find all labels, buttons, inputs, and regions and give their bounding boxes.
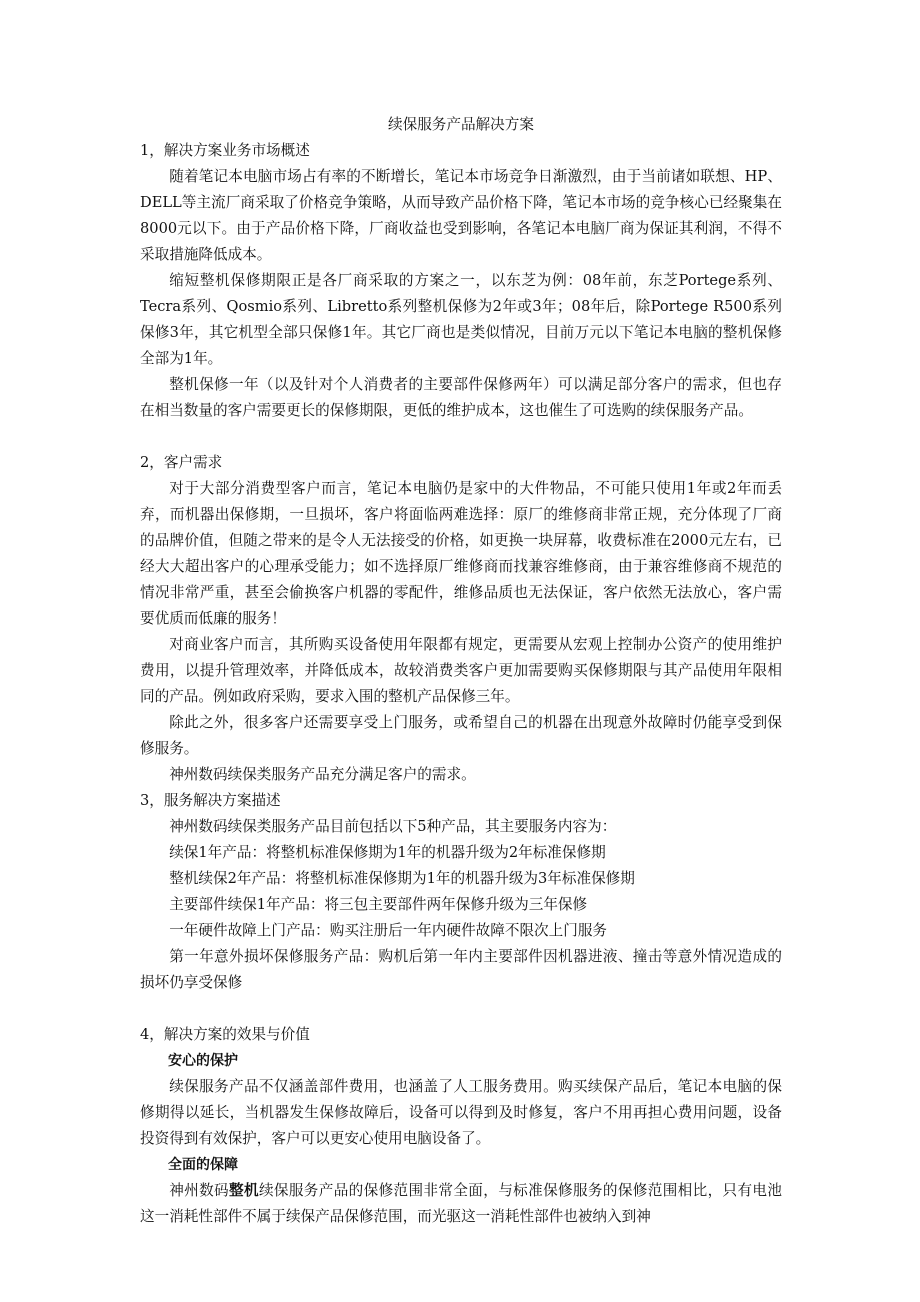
text-run: 续保服务产品的保修范围非常全面，与标准保修服务的保修范围相比，只有电池这一消耗性部件不属于续保产品保修范围，而光驱这一消耗性部件也被纳入到神 [140, 1182, 782, 1225]
spacer [140, 424, 782, 450]
product-item: 主要部件续保1年产品：将三包主要部件两年保修升级为三年保修 [169, 896, 588, 913]
text-run: 神州数码 [169, 1182, 230, 1199]
spacer [140, 996, 782, 1022]
product-item: 第一年意外损坏保修服务产品：购机后第一年内主要部件因机器进液、撞击等意外情况造成的损坏仍享受保修 [140, 948, 782, 991]
subheading-full-coverage: 全面的保障 [168, 1157, 238, 1173]
section-1-heading: 1，解决方案业务市场概述 [140, 142, 310, 159]
subheading-peace-of-mind: 安心的保护 [168, 1053, 238, 1069]
bold-text-run: 整机 [229, 1182, 259, 1199]
product-item: 整机续保2年产品：将整机标准保修期为1年的机器升级为3年标准保修期 [169, 870, 635, 887]
section-2-paragraph-1: 对于大部分消费型客户而言，笔记本电脑仍是家中的大件物品，不可能只使用1年或2年而丢弃，而机器出保修期，一旦损坏，客户将面临两难选择：原厂的维修商非常正规，充分体现了厂商的品牌价值，但随之带来的是令人无法接受的价格，如更换一块屏幕，收费标准在2000元左右，已经大大超出客户的心理承受能力；如不选择原厂维修商而找兼容维修商，由于兼容维修商不规范的情况非常严重，甚至会偷换客户机器的零配件，维修品质也无法保证，客户依然无法放心，客户需要优质而低廉的服务！ [140, 480, 782, 627]
section-3-intro: 神州数码续保类服务产品目前包括以下5种产品，其主要服务内容为： [169, 818, 617, 835]
product-item: 一年硬件故障上门产品：购买注册后一年内硬件故障不限次上门服务 [169, 922, 608, 939]
section-3-heading: 3，服务解决方案描述 [140, 792, 281, 809]
product-item: 续保1年产品：将整机标准保修期为1年的机器升级为2年标准保修期 [169, 844, 606, 861]
document-title: 续保服务产品解决方案 [388, 116, 534, 133]
document-body [140, 112, 782, 1230]
section-1-paragraph-3: 整机保修一年（以及针对个人消费者的主要部件保修两年）可以满足部分客户的需求，但也存在相当数量的客户需要更长的保修期限，更低的维护成本，这也催生了可选购的续保服务产品。 [140, 376, 782, 419]
section-2-paragraph-2: 对商业客户而言，其所购买设备使用年限都有规定，更需要从宏观上控制办公资产的使用维护费用，以提升管理效率，并降低成本，故较消费类客户更加需要购买保修期限与其产品使用年限相同的产品。例如政府采购，要求入围的整机产品保修三年。 [140, 636, 782, 705]
section-2-paragraph-4: 神州数码续保类服务产品充分满足客户的需求。 [169, 766, 476, 783]
section-4-heading: 4，解决方案的效果与价值 [140, 1026, 310, 1043]
section-1-paragraph-2: 缩短整机保修期限正是各厂商采取的方案之一，以东芝为例：08年前，东芝Portege系列、Tecra系列、Qosmio系列、Libretto系列整机保修为2年或3年；08年后，除Portege R500系列保修3年，其它机型全部只保修1年。其它厂商也是类似情况，目前万元以下笔记本电脑的整机保修全部为1年。 [140, 272, 782, 367]
section-2-paragraph-3: 除此之外，很多客户还需要享受上门服务，或希望自己的机器在出现意外故障时仍能享受到保修服务。 [140, 714, 782, 757]
section-4-paragraph-2 [140, 1178, 782, 1230]
section-4-paragraph-1: 续保服务产品不仅涵盖部件费用，也涵盖了人工服务费用。购买续保产品后，笔记本电脑的保修期得以延长，当机器发生保修故障后，设备可以得到及时修复，客户不用再担心费用问题，设备投资得到有效保护，客户可以更安心使用电脑设备了。 [140, 1078, 782, 1147]
section-1-paragraph-1: 随着笔记本电脑市场占有率的不断增长，笔记本市场竞争日渐激烈，由于当前诸如联想、HP、DELL等主流厂商采取了价格竞争策略，从而导致产品价格下降，笔记本市场的竞争核心已经聚集在8000元以下。由于产品价格下降，厂商收益也受到影响，各笔记本电脑厂商为保证其利润，不得不采取措施降低成本。 [140, 168, 782, 263]
section-2-heading: 2，客户需求 [140, 454, 223, 471]
